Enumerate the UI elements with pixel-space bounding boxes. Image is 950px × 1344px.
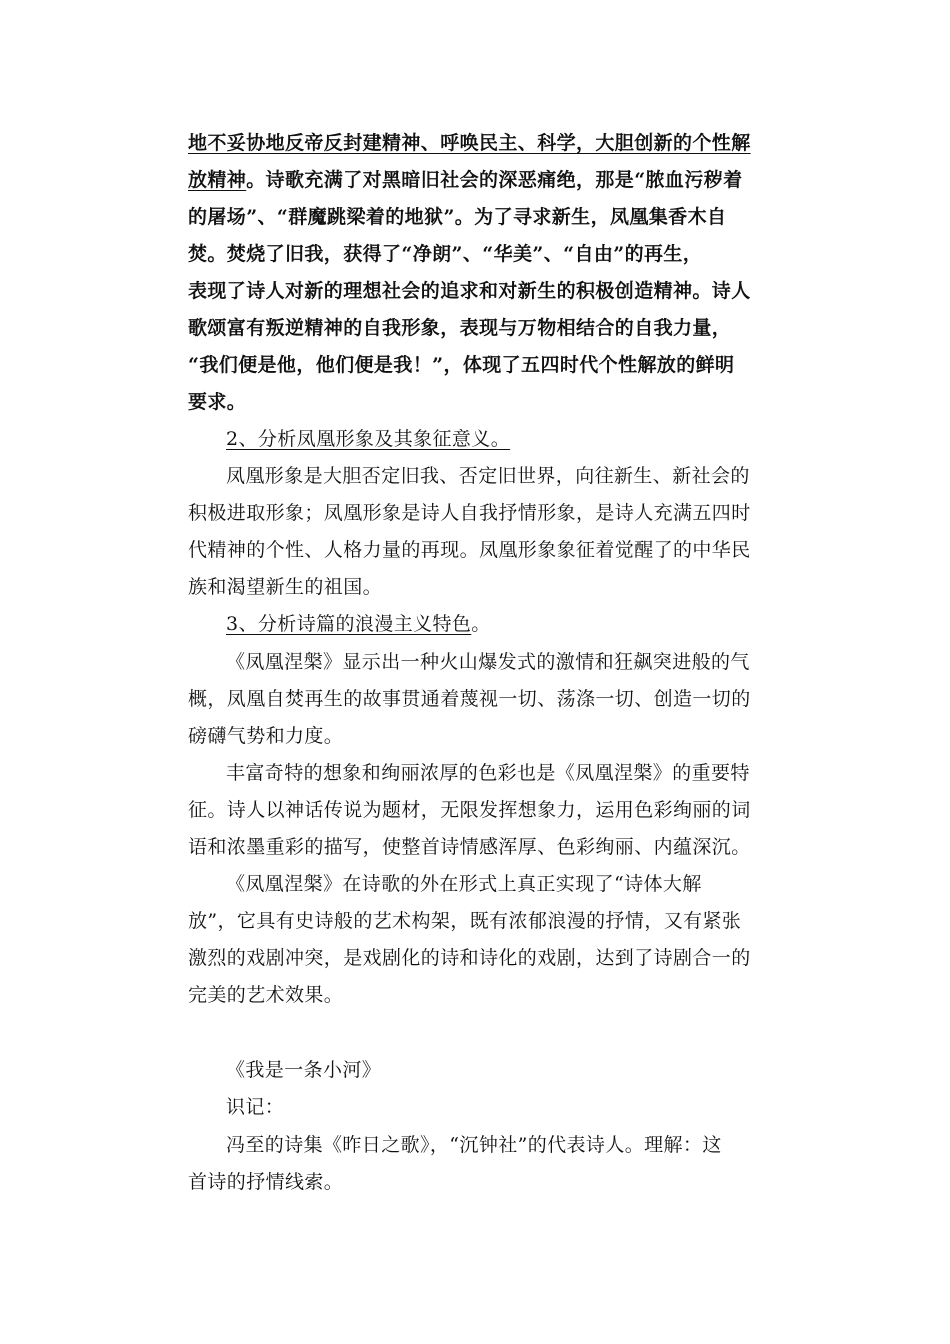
paragraph-fenghuang-spirit — [188, 125, 751, 421]
paragraph-fenghuang-image — [188, 458, 751, 606]
text-line: 表现了诗人对新的理想社会的追求和对新生的积极创造精神。诗人 — [188, 280, 751, 302]
section-title — [188, 1052, 748, 1089]
text-run: 。诗歌充满了对黑暗旧社会的深恶痛绝，那是“脓血污秽着 — [246, 169, 743, 191]
text-line: 首诗的抒情线索。 — [188, 1171, 344, 1193]
text-line: 完美的艺术效果。 — [188, 984, 344, 1006]
question-2-heading — [188, 421, 748, 458]
underlined-phrase: 放精神 — [188, 169, 247, 191]
text-line: 代精神的个性、人格力量的再现。凤凰形象象征着觉醒了的中华民 — [188, 539, 751, 561]
poem-title: 《我是一条小河》 — [226, 1059, 382, 1081]
text-line — [188, 162, 748, 199]
question-2-label: 2、分析凤凰形象及其象征意义。 — [226, 428, 511, 450]
text-line: 语和浓墨重彩的描写，使整首诗情感浑厚、色彩绚丽、内蕴深沉。 — [188, 836, 751, 858]
question-3-tail: 。 — [471, 613, 491, 635]
text-line: 丰富奇特的想象和绚丽浓厚的色彩也是《凤凰涅槃》的重要特 — [226, 762, 750, 784]
text-line: 磅礴气势和力度。 — [188, 725, 344, 747]
text-line: 《凤凰涅槃》在诗歌的外在形式上真正实现了“诗体大解 — [226, 873, 702, 895]
text-line — [188, 421, 748, 458]
paragraph-feng-zhi — [188, 1127, 748, 1201]
text-line: 积极进取形象；凤凰形象是诗人自我抒情形象，是诗人充满五四时 — [188, 502, 751, 524]
text-line: 概，凤凰自焚再生的故事贯通着蔑视一切、荡涤一切、创造一切的 — [188, 688, 751, 710]
memorize-label: 识记： — [226, 1096, 285, 1118]
paragraph-romantic-passion — [188, 644, 751, 755]
text-line — [188, 606, 748, 643]
text-line: 焚。焚烧了旧我，获得了“净朗”、“华美”、“自由”的再生， — [188, 243, 703, 265]
paragraph-poetic-form — [188, 866, 751, 1014]
section-label — [188, 1089, 748, 1126]
question-3-heading — [188, 606, 748, 643]
text-line: 凤凰形象是大胆否定旧我、否定旧世界，向往新生、新社会的 — [226, 465, 750, 487]
text-line: 激烈的戏剧冲突，是戏剧化的诗和诗化的戏剧，达到了诗剧合一的 — [188, 947, 751, 969]
text-line: 《凤凰涅槃》显示出一种火山爆发式的激情和狂飙突进般的气 — [226, 651, 750, 673]
text-line: 冯至的诗集《昨日之歌》，“沉钟社”的代表诗人。理解：这 — [226, 1134, 722, 1156]
question-3-label: 3、分析诗篇的浪漫主义特色 — [226, 613, 472, 635]
paragraph-imagination — [188, 755, 751, 866]
text-line: 歌颂富有叛逆精神的自我形象，表现与万物相结合的自我力量， — [188, 317, 732, 339]
text-line: 要求。 — [188, 391, 247, 413]
text-line: 征。诗人以神话传说为题材，无限发挥想象力，运用色彩绚丽的词 — [188, 799, 751, 821]
text-line: 族和渴望新生的祖国。 — [188, 576, 383, 598]
text-line: 地不妥协地反帝反封建精神、呼唤民主、科学，大胆创新的个性解 — [188, 132, 751, 154]
text-line: 的屠场”、“群魔跳梁着的地狱”。为了寻求新生，凤凰集香木自 — [188, 206, 727, 228]
text-line: “我们便是他，他们便是我！”，体现了五四时代个性解放的鲜明 — [188, 354, 735, 376]
text-line: 放”，它具有史诗般的艺术构架，既有浓郁浪漫的抒情，又有紧张 — [188, 910, 742, 932]
